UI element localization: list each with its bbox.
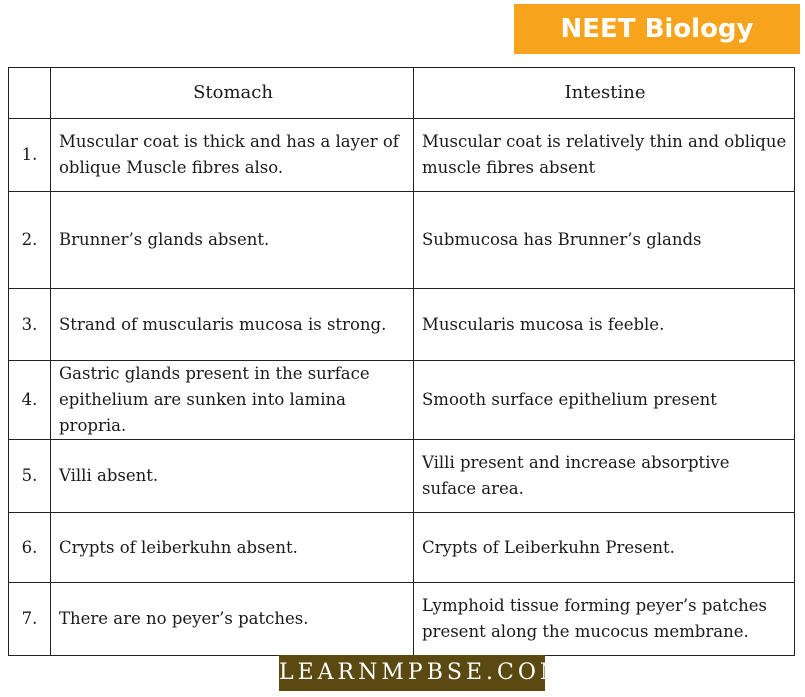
stomach-cell: Villi absent. [51,440,414,513]
intestine-cell: Crypts of Leiberkuhn Present. [414,513,795,583]
site-logo-banner: LEARNMPBSE.COM [279,655,545,691]
row-number: 1. [9,119,51,192]
intestine-cell: Muscularis mucosa is feeble. [414,289,795,361]
table-row [9,513,795,583]
table-row [9,119,795,192]
header-intestine: Intestine [414,68,795,119]
intestine-cell: Smooth surface epithelium present [414,361,795,440]
stomach-cell: Crypts of leiberkuhn absent. [51,513,414,583]
stomach-cell: There are no peyer’s patches. [51,583,414,656]
stomach-cell: Brunner’s glands absent. [51,192,414,289]
notes-badge: NEET Biology Notes [514,4,800,54]
row-number: 5. [9,440,51,513]
table-row [9,440,795,513]
stomach-cell: Muscular coat is thick and has a layer of oblique Muscle fibres also. [51,119,414,192]
row-number: 6. [9,513,51,583]
intestine-cell: Muscular coat is relatively thin and oblique muscle fibres absent [414,119,795,192]
table-row [9,192,795,289]
comparison-table [8,67,795,656]
header-number [9,68,51,119]
row-number: 2. [9,192,51,289]
row-number: 4. [9,361,51,440]
header-stomach: Stomach [51,68,414,119]
table-header-row [9,68,795,119]
stomach-cell: Gastric glands present in the surface epithelium are sunken into lamina propria. [51,361,414,440]
stomach-cell: Strand of muscularis mucosa is strong. [51,289,414,361]
intestine-cell: Submucosa has Brunner’s glands [414,192,795,289]
table-row [9,289,795,361]
intestine-cell: Lymphoid tissue forming peyer’s patches present along the mucocus membrane. [414,583,795,656]
table-row [9,361,795,440]
table-row [9,583,795,656]
row-number: 3. [9,289,51,361]
row-number: 7. [9,583,51,656]
intestine-cell: Villi present and increase absorptive suface area. [414,440,795,513]
